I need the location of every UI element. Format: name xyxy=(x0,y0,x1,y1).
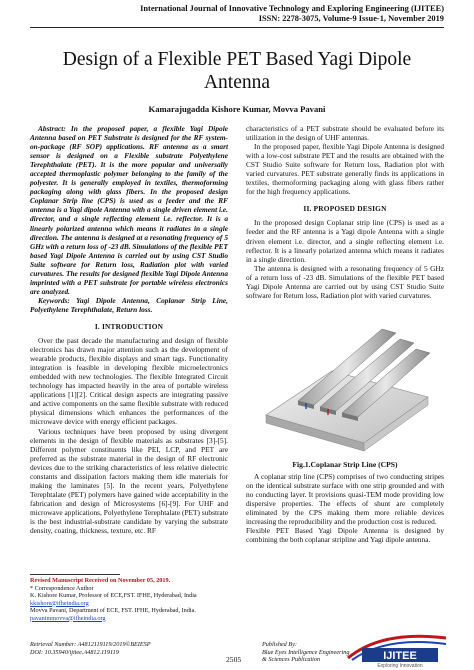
right-column xyxy=(246,124,444,544)
revised-note: Revised Manuscript Received on November 05, 2019. xyxy=(30,577,171,584)
ijitee-logo xyxy=(342,628,452,668)
design-paragraph-1: In the proposed design Coplanar strip line (CPS) is used as a feeder and the RF antenna is a Yagi dipole Antenna with a single driven element i.e. director, and a single reflecting element i.e. reflector. It is a linearly polarized antenna which means it radiates in a single direction. xyxy=(246,218,444,264)
page-number: 2505 xyxy=(226,655,242,664)
section-heading-introduction: I. INTRODUCTION xyxy=(94,321,164,331)
doi: DOI: 10.35940/ijitee.A4812.119119 xyxy=(30,648,119,656)
logo-subtext: Exploring Innovation xyxy=(377,663,423,668)
abstract: Abstract: In the proposed paper, a flexible Yagi Dipole Antenna based on PET Substrate is designed for the RF system-on-package (RF SOP) applications. RF antenna as a smart sensor is designed on a Flexible substrate Polyethylene Terephthalate (PET). It is the more popular and universally accepted thermoplastic polymer belonging to the family of the polyester. It is generally employed in textiles, thermoforming packaging along with glass fibers. In the proposed design Coplanar Strip line (CPS) is used as a feeder and the RF antenna is a Yagi dipole Antenna with a single driven element i.e. director, and a single reflecting element i.e. reflector. It is a linearly polarized antenna which means it radiates in a single direction. The antenna is designed at a resonating frequency of 5 GHz with a return loss of -23 dB. Simulations of the flexible PET based Yagi Dipole Antenna is carried out by using CST Studio Suite software for Return loss, Radiation plot with varied curvatures. The results for designed flexible Yagi Dipole Antenna imprinted with a PET substrate for portable wireless electronics are analyzed. xyxy=(30,124,228,296)
design-paragraph-3: Flexible PET Based Yagi Dipole Antenna is designed by combining the both coplanar stripline and Yagi dipole antenna. xyxy=(246,526,444,545)
intro-paragraph-1: Over the past decade the manufacturing and design of flexible electronics has drawn major attention such as the development of wearable products, flexible displays and smart tags. Functionality integration is feasible in developing flexible microelectronics embedded with new technologies. The flexible Integrated Circuit technology has impacted heavily in the area of portable wireless applications [1][2]. Critical design aspects are integrating passive and active components on the same flexible substrate with reduced physical dimensions which enhances the performances of the microwave device with energy efficient packages. xyxy=(30,336,228,427)
paper-authors: Kamarajugadda Kishore Kumar, Movva Pavani xyxy=(148,104,326,114)
journal-name: International Journal of Innovative Technology and Exploring Engineering (IJITEE) xyxy=(140,4,444,13)
design-paragraph-2: The antenna is designed with a resonating frequency of 5 GHz of a return loss of -23 dB. Simulations of the flexible PET based Yagi Dipole Antenna are carried out by using CST Studio Suite software for Return loss, Radiation plot with varied curvatures. xyxy=(246,263,444,300)
correspondence-note: * Correspondence Author xyxy=(30,584,94,592)
logo-text: IJITEE xyxy=(383,650,417,662)
publisher-name: Blue Eyes Intelligence Engineering xyxy=(262,648,350,656)
intro-paragraph-3: characteristics of a PET substrate should be evaluated before its utilization in the design of UHF antennas. xyxy=(246,124,444,143)
author1-affiliation: K. Kishore Kumar, Professor of ECE,FST. IFHE, Hyderabad, India xyxy=(30,592,197,599)
published-by: Published By: xyxy=(262,641,297,648)
footnote-rule xyxy=(30,574,120,575)
author2-email-link[interactable]: pavanimmovva@ifheindia.org xyxy=(30,614,106,622)
intro-paragraph-2: Various techniques have been proposed by using divergent elements in the design of flexible materials as substrates [3]-[5]. Different polymer constituents like PEI, LCP, and PET are preferred as the substrate material in the design of RF electronic devices due to the striking characteristics of less relative dielectric constants and dissipation factors making them idle materials for making the laminates [5]. In the recent years, Polyethylene Terephtalate (PET) polymers have gained wide acceptability in the fabrication and design of Microsystems [6]-[9]. For UHF and microwave applications, Polyethylene Terephtalate (PET) substrate is the best industrial-substrate candidate by varying the substrate density, coating, thickness, texture, etc. RF xyxy=(30,426,228,536)
retrieval-info xyxy=(30,641,151,656)
cps-figure xyxy=(246,305,444,455)
header-rule xyxy=(30,27,444,28)
publisher-info xyxy=(262,641,349,664)
publisher-name-2: & Sciences Publication xyxy=(262,656,321,664)
ijitee-logo-image xyxy=(342,628,452,668)
cps-paragraph: A coplanar strip line (CPS) comprises of two conducting stripes on the identical substrate surface with one strip grounded and with no conducting layer. It provisions quasi-TEM mode providing low dispersive properties. The effects of shunt are completely eliminated by the CPS making them more reliable devices increasing the reproducibility and the production cost is reduced. xyxy=(246,471,444,527)
journal-header xyxy=(140,4,444,24)
keywords: Keywords: Yagi Dipole Antenna, Coplanar Strip Line, Polyethylene Terephthalate, Return loss. xyxy=(30,295,228,314)
left-column xyxy=(30,124,228,535)
footnotes xyxy=(30,577,228,622)
retrieval-number: Retrieval Number: A4812119119/2019©BEIESP xyxy=(30,641,151,648)
author2-affiliation: Movva Pavani, Department of ECE, FST. IFHE, Hyderabad, India. xyxy=(30,607,196,614)
paper-title: Design of a Flexible PET Based Yagi Dipole Antenna xyxy=(62,49,412,93)
cps-figure-image xyxy=(246,305,444,455)
figure-caption: Fig.1.Coplanar Strip Line (CPS) xyxy=(292,459,398,469)
journal-issn: ISSN: 2278-3075, Volume-9 Issue-1, November 2019 xyxy=(258,14,444,23)
intro-paragraph-4: In the proposed paper, flexible Yagi Dipole Antenna is designed with a low-cost substrate PET and the results are obtained with the CST Studio Suite software for Return loss, Radiation plot with varied curvatures. PET substrate generally finds its applications in textiles, thermoforming packaging along with glass fibers rather for the high frequency applications. xyxy=(246,142,444,197)
author1-email-link[interactable]: kkishore@ifheindia.org xyxy=(30,599,89,607)
section-heading-proposed-design: II. PROPOSED DESIGN xyxy=(303,204,387,214)
